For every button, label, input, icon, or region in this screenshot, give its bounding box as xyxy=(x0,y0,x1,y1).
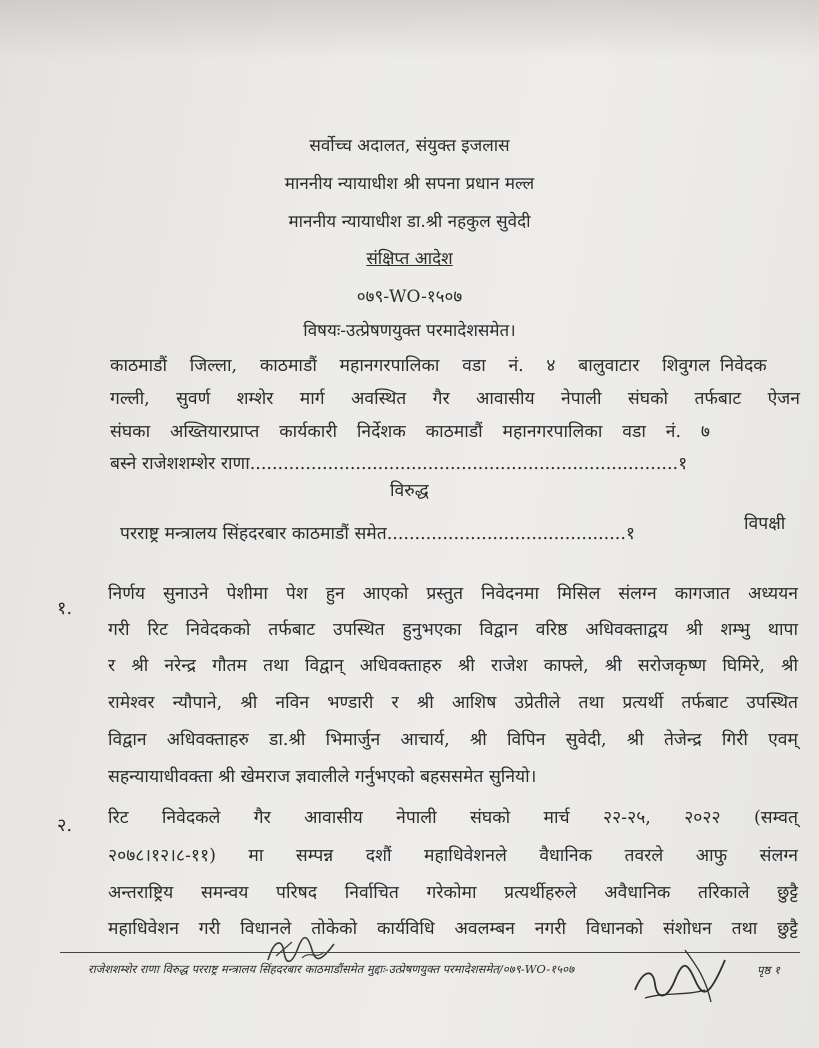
petitioner-line: बस्ने राजेशशम्शेर राणा.............................................................................१ xyxy=(110,454,688,474)
order-type-text: संक्षिप्त आदेश xyxy=(366,249,453,269)
respondent-role: विपक्षी xyxy=(744,514,786,534)
paragraph-line: सहन्यायाधीवक्ता श्री खेमराज ज्ञवालीले गर्नुभएको बहससमेत सुनियो। xyxy=(108,767,537,787)
paragraph-line: रिट निवेदकले गैर आवासीय नेपाली संघको मार्च २२-२५, २०२२ (सम्वत् xyxy=(108,808,798,828)
paragraph-number: १. xyxy=(57,598,73,619)
paragraph-line: महाधिवेशन गरी विधानले तोकेको कार्यविधि अवलम्बन नगरी विधानको संशोधन तथा छुट्टै xyxy=(108,919,798,939)
petitioner-line: गल्ली, सुवर्ण शम्शेर मार्ग अवस्थित गैर आवासीय नेपाली संघको तर्फबाट ऐजन xyxy=(110,389,800,409)
petitioner-line: काठमाडौं जिल्ला, काठमाडौं महानगरपालिका वडा नं. ४ बालुवाटार शिवुगल xyxy=(110,356,710,376)
paragraph-line: विद्वान अधिवक्ताहरु डा.श्री भिमार्जुन आचार्य, श्री विपिन सुवेदी, श्री तेजेन्द्र गिरी एवम् xyxy=(108,730,798,750)
footer-case-caption: राजेशशम्शेर राणा विरुद्ध परराष्ट्र मन्त्रालय सिंहदरबार काठमाडौंसमेत मुद्दाः-उत्प्रेषणयुक्त परमादेशसमेत/०७९-WO-१५०७ xyxy=(88,962,575,976)
petitioner-role: निवेदक xyxy=(720,356,767,376)
paragraph-line: २०७८।१२।८-११) मा सम्पन्न दशौं महाधिवेशनले वैधानिक तवरले आफु संलग्न xyxy=(108,846,798,866)
paragraph-line: गरी रिट निवेदकको तर्फबाट उपस्थित हुनुभएका विद्वान वरिष्ठ अधिवक्ताद्वय श्री शम्भु थापा xyxy=(108,620,798,640)
case-number: ०७९-WO-१५०७ xyxy=(356,287,463,307)
subject-line: विषयः-उत्प्रेषणयुक्त परमादेशसमेत। xyxy=(303,321,516,341)
paragraph-line: रामेश्वर न्यौपाने, श्री नविन भण्डारी र श्री आशिष उप्रेतीले तथा प्रत्यर्थी तर्फबाट उपस्थित xyxy=(108,693,798,713)
justice-one: माननीय न्यायाधीश श्री सपना प्रधान मल्ल xyxy=(284,174,535,194)
paragraph-line: निर्णय सुनाउने पेशीमा पेश हुन आएको प्रस्तुत निवेदनमा मिसिल संलग्न कागजात अध्ययन xyxy=(108,584,798,604)
paragraph-line: र श्री नरेन्द्र गौतम तथा विद्वान् अधिवक्ताहरु श्री राजेश काफ्ले, श्री सरोजकृष्ण घिमिरे, श्री xyxy=(108,656,798,676)
footer-signature-mark xyxy=(625,940,735,1010)
justice-two: माननीय न्यायाधीश डा.श्री नहकुल सुवेदी xyxy=(288,212,531,232)
order-type-heading xyxy=(0,246,819,269)
paragraph-number: २. xyxy=(57,815,73,836)
respondent-line: परराष्ट्र मन्त्रालय सिंहदरबार काठमाडौं समेत...........................................१ xyxy=(120,524,636,544)
petitioner-line: संघका अख्तियारप्राप्त कार्यकारी निर्देशक काठमाडौं महानगरपालिका वडा नं. ७ xyxy=(110,422,710,442)
versus-label: विरुद्ध xyxy=(390,481,429,501)
page-shadow xyxy=(0,0,819,60)
paragraph-line: अन्तराष्ट्रिय समन्वय परिषद निर्वाचित गरेकोमा प्रत्यर्थीहरुले अवैधानिक तरिकाले छुट्टै xyxy=(108,883,798,903)
footer-page-number: पृष्ठ १ xyxy=(757,963,780,977)
court-title: सर्वोच्च अदालत, संयुक्त इजलास xyxy=(309,136,510,156)
